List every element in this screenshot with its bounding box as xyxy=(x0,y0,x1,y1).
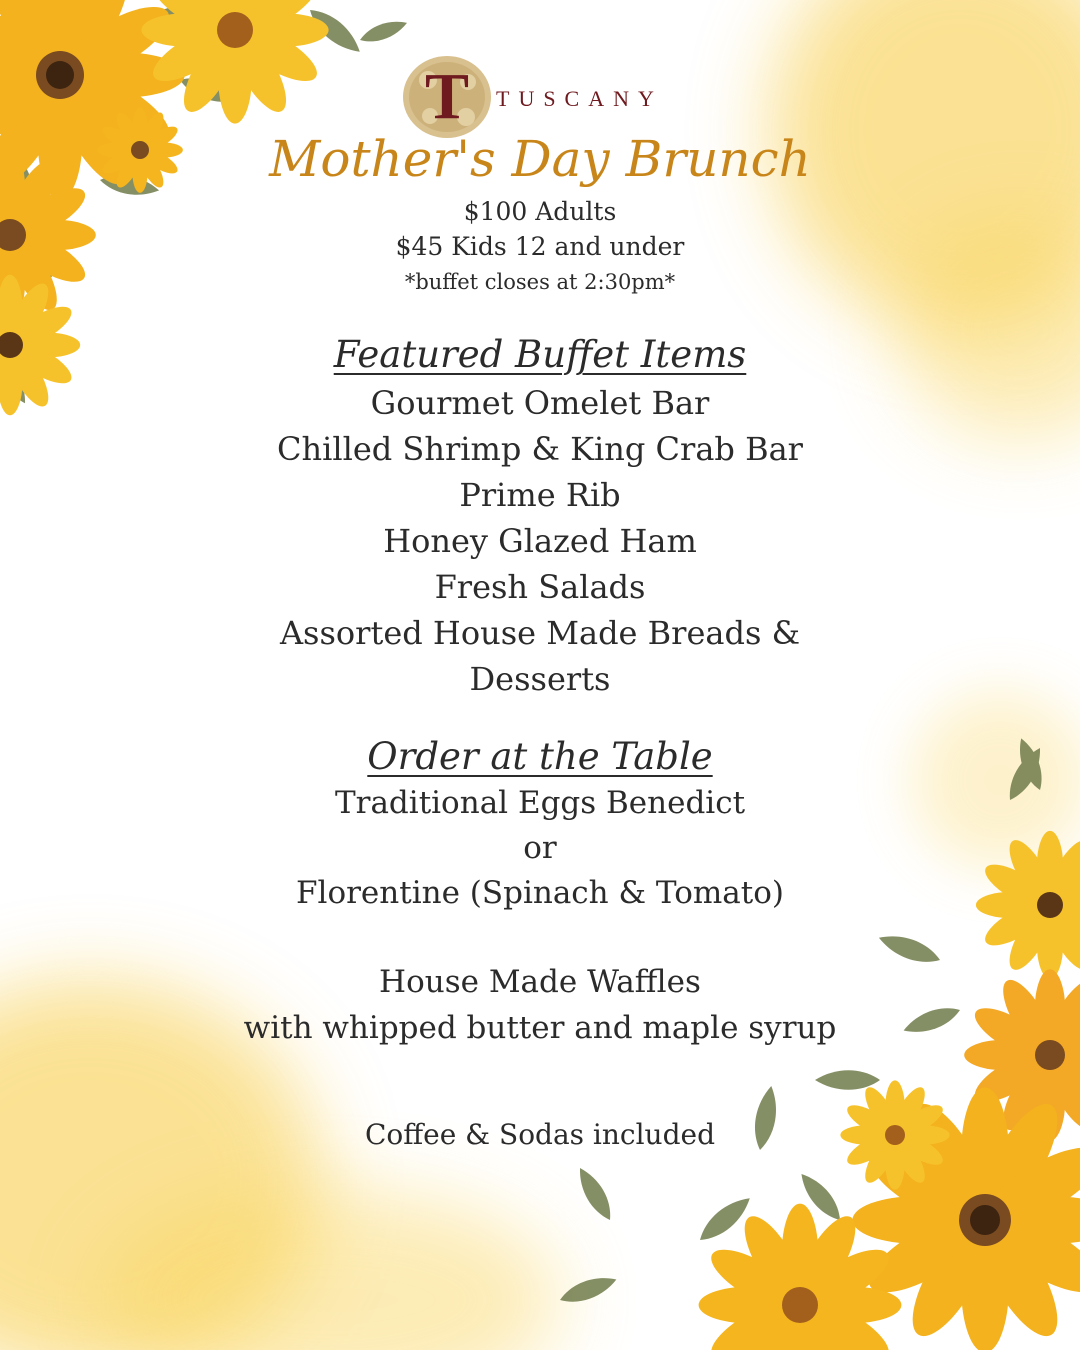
brand-name: TUSCANY xyxy=(496,86,663,111)
list-item: or xyxy=(523,830,557,866)
logo-letter: T xyxy=(424,60,470,133)
order-heading: Order at the Table xyxy=(367,735,713,778)
footer-note: Coffee & Sodas included xyxy=(364,1118,716,1151)
list-item: Florentine (Spinach & Tomato) xyxy=(296,875,784,911)
buffet-heading: Featured Buffet Items xyxy=(333,333,747,376)
list-item: Desserts xyxy=(469,660,611,698)
list-item: Chilled Shrimp & King Crab Bar xyxy=(277,430,803,468)
list-item: with whipped butter and maple syrup xyxy=(243,1010,837,1046)
buffet-close-note: *buffet closes at 2:30pm* xyxy=(404,270,676,294)
list-item: Traditional Eggs Benedict xyxy=(334,785,746,821)
list-item: Assorted House Made Breads & xyxy=(279,614,801,652)
list-item: Fresh Salads xyxy=(434,568,646,606)
list-item: Gourmet Omelet Bar xyxy=(370,384,710,422)
price-kids: $45 Kids 12 and under xyxy=(395,232,685,261)
list-item: Prime Rib xyxy=(459,476,621,514)
brand-logo xyxy=(404,56,490,138)
list-item: Honey Glazed Ham xyxy=(383,522,697,560)
price-adults: $100 Adults xyxy=(463,197,617,226)
list-item: House Made Waffles xyxy=(379,964,701,1000)
page-title: Mother's Day Brunch xyxy=(269,130,811,188)
